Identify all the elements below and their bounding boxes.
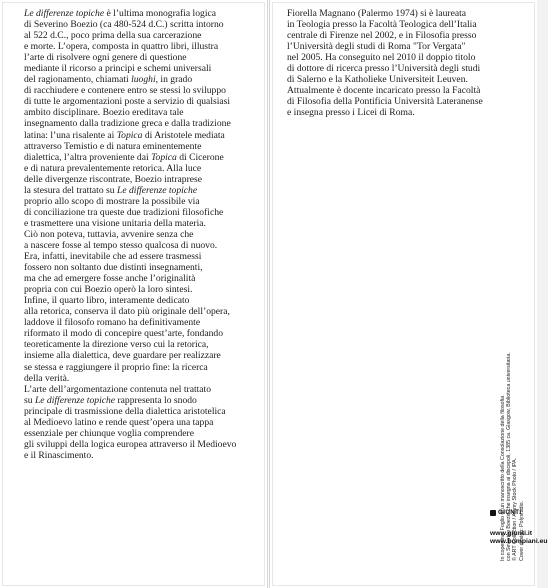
left-flap-page xyxy=(0,0,268,588)
synopsis-line: alla retorica, conserva il dato più originale dell’opera, xyxy=(24,306,230,318)
synopsis-line: su Le differenze topiche rappresenta lo snodo xyxy=(24,394,197,406)
credit-line: © ART Collection / Alamy Stock Photo / IPA. xyxy=(512,457,519,561)
synopsis-line: L’arte dell’argomentazione contenuta nel trattato xyxy=(24,383,211,395)
synopsis-line: riformato il modo di concepire quest’arte, fondando xyxy=(24,328,224,340)
book-synopsis xyxy=(24,8,254,461)
giunti-logo-icon xyxy=(490,510,496,516)
synopsis-line: insieme alla dialettica, deve guardare per realizzare xyxy=(24,350,221,362)
synopsis-line: di tutte le argomentazioni poste a servizio di qualsiasi xyxy=(24,96,231,108)
synopsis-line: del ragionamento, chiamati luoghi, in grado xyxy=(24,74,193,86)
synopsis-line: al 522 d.C., poco prima della sua carcerazione xyxy=(24,30,202,42)
synopsis-line: e trasmettere una visione unitaria della materia. xyxy=(24,217,206,229)
synopsis-line: proprio allo scopo di mostrare la possibile via xyxy=(24,195,200,207)
right-flap-page xyxy=(269,0,548,588)
synopsis-line: teoreticamente la direzione verso cui la retorica, xyxy=(24,339,209,351)
synopsis-line: Ciò non poteva, tuttavia, avvenire senza che xyxy=(24,228,194,240)
synopsis-line: fossero non soltanto due distinti insegnamenti, xyxy=(24,262,203,274)
synopsis-line: dialettica, l’altra proveniente dai Topica di Cicerone xyxy=(24,151,224,163)
synopsis-line: attraverso Temistio e di natura eminentemente xyxy=(24,140,202,152)
credit-line: In copertina: Foglio di un manoscritto della Consolazione della filosofia xyxy=(500,395,506,561)
synopsis-line: l’arte di risolvere ogni genere di questione xyxy=(24,52,187,64)
giunti-logo xyxy=(490,509,540,516)
synopsis-line: essenziale per chiunque voglia comprendere xyxy=(24,427,194,439)
bio-line: di Filosofia della Pontificia Università Lateranense xyxy=(287,96,483,108)
synopsis-line: Le differenze topiche è l’ultima monografia logica xyxy=(24,8,216,19)
synopsis-line: ambito disciplinare. Boezio ereditava tale xyxy=(24,107,184,119)
synopsis-line: ma che ad emergere fosse anche l’originalità xyxy=(24,273,196,285)
synopsis-line: principale di trasmissione della dialettica aristotelica xyxy=(24,405,226,417)
bio-line: in Teologia presso la Facoltà Teologica dell’Italia xyxy=(287,19,477,31)
synopsis-line: Era, infatti, inevitabile che ad essere trasmessi xyxy=(24,251,202,263)
synopsis-line: di racchiudere e contenere entro se stessi lo sviluppo xyxy=(24,85,226,97)
synopsis-line: a nascere fosse al tempo stesso qualcosa di nuovo. xyxy=(24,239,218,251)
synopsis-line: di conciliazione tra queste due tradizioni filosofiche xyxy=(24,206,224,218)
website-bompiani[interactable]: www.bompiani.eu xyxy=(490,538,548,546)
synopsis-line: delle divergenze riscontrate, Boezio intraprese xyxy=(24,173,203,185)
author-bio xyxy=(287,8,525,118)
synopsis-line: laddove il filosofo romano ha definitivamente xyxy=(24,317,201,329)
synopsis-line: e morte. L’opera, composta in quattro libri, illustra xyxy=(24,41,219,53)
synopsis-line: latina: l’una risalente ai Topica di Aristotele mediata xyxy=(24,129,225,141)
synopsis-line: Infine, il quarto libro, interamente dedicato xyxy=(24,295,190,307)
synopsis-line: e di natura prevalentemente retorica. Alla luce xyxy=(24,162,202,174)
synopsis-line: al Medioevo latino e rende quest’opera una tappa xyxy=(24,416,214,428)
website-giunti[interactable]: www.giunti.it xyxy=(490,530,533,537)
synopsis-line: la stesura del trattato su Le differenze topiche xyxy=(24,184,198,196)
synopsis-line: propria con cui Boezio operò la loro sintesi. xyxy=(24,284,193,296)
synopsis-line: insegnamento dalla tradizione greca e dalla tradizione xyxy=(24,118,231,130)
credit-line: Cover design: Polystudio. xyxy=(518,500,525,561)
synopsis-line: se stessa e raggiungere il proprio fine: la ricerca xyxy=(24,361,208,373)
bio-line: di Salerno e la Katholieke Universiteit Leuven. xyxy=(287,74,468,86)
synopsis-line: e il Rinascimento. xyxy=(24,449,94,461)
synopsis-line: gli sviluppi della logica europea attraverso il Medioevo xyxy=(24,438,237,450)
bio-line: l’Università degli studi di Roma "Tor Vergata" xyxy=(287,41,466,53)
publisher-logo-text: GIUNTI xyxy=(498,509,522,516)
bio-line: Fiorella Magnano (Palermo 1974) si è laureata xyxy=(287,8,467,19)
publisher-block xyxy=(490,509,548,547)
synopsis-line: mediante il ricorso a principi e schemi universali xyxy=(24,63,212,75)
bio-line: e insegna presso i Licei di Roma. xyxy=(287,107,415,119)
bio-line: centrale di Firenze nel 2002, e in Filosofia presso xyxy=(287,30,477,42)
bio-line: nel 2005. Ha conseguito nel 2010 il doppio titolo xyxy=(287,52,476,64)
synopsis-line: di Severino Boezio (ca 480-524 d.C.) scritta intorno xyxy=(24,19,224,31)
bio-line: Attualmente è docente incaricato presso la Facoltà xyxy=(287,85,481,97)
synopsis-line: della verità. xyxy=(24,372,70,384)
bio-line: di dottore di ricerca presso l’Università degli studi xyxy=(287,63,481,75)
credit-line: con Severino Boezio che insegna ai discepoli, 1385 ca. Glasgow, Biblioteca universitaria. xyxy=(506,352,513,561)
